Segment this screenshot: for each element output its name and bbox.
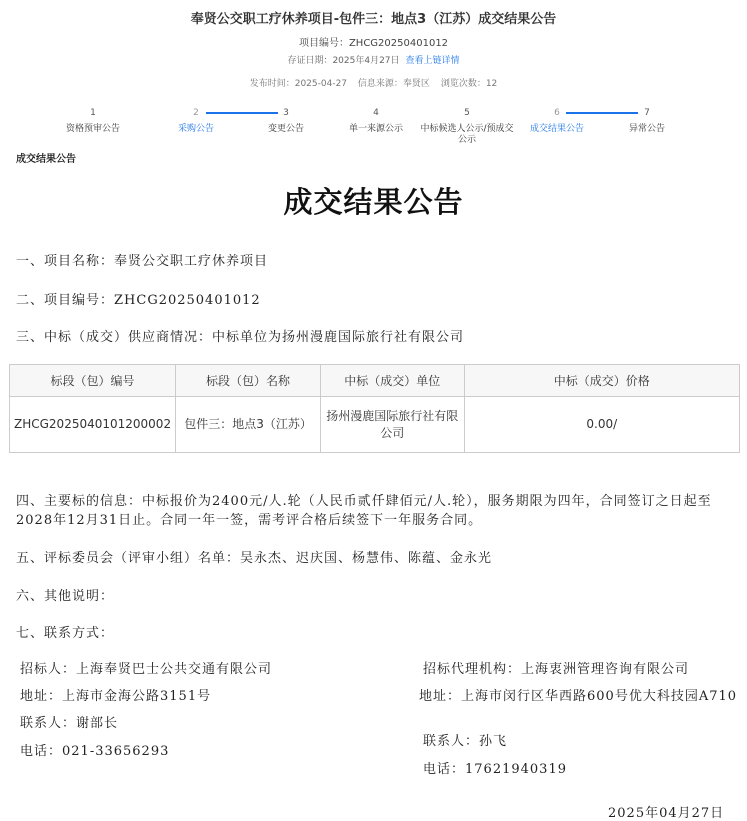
source-label: 信息来源： bbox=[357, 79, 403, 89]
step-single-source[interactable] bbox=[326, 106, 426, 135]
lot-number-cell: ZHCG2025040101200002 bbox=[10, 397, 176, 453]
step-number: 6 bbox=[554, 108, 560, 118]
lot-name-cell: 包件三：地点3（江苏） bbox=[176, 397, 321, 453]
view-chain-details-link[interactable]: 查看上链详情 bbox=[405, 56, 460, 66]
signature-date: 2025年04月27日 bbox=[608, 806, 725, 821]
step-number: 1 bbox=[90, 108, 96, 118]
step-number: 7 bbox=[644, 108, 650, 118]
step-qualification-prequalification[interactable] bbox=[43, 106, 143, 135]
winning-price-cell: 0.00/ bbox=[464, 397, 739, 453]
table-row bbox=[10, 397, 740, 453]
step-label: 变更公告 bbox=[267, 124, 304, 134]
project-number-item: 二、项目编号：ZHCG20250401012 bbox=[16, 293, 261, 308]
step-exception-announcement[interactable] bbox=[597, 106, 697, 135]
cert-date-label: 存证日期： bbox=[287, 56, 333, 66]
other-notes-item: 六、其他说明： bbox=[16, 589, 115, 604]
step-number: 3 bbox=[283, 108, 289, 118]
table-header-row bbox=[10, 365, 740, 397]
project-number-value: ZHCG20250401012 bbox=[348, 38, 449, 49]
buyer-address: 地址：上海市金海公路3151号 bbox=[20, 689, 212, 704]
step-result-announcement[interactable] bbox=[507, 106, 607, 135]
step-number: 2 bbox=[193, 108, 199, 118]
document-heading: 成交结果公告 bbox=[283, 185, 464, 219]
page-title: 奉贤公交职工疗休养项目-包件三：地点3（江苏）成交结果公告 bbox=[190, 12, 557, 27]
column-header: 标段（包）名称 bbox=[176, 365, 321, 397]
step-number: 5 bbox=[464, 108, 470, 118]
contact-info-item: 七、联系方式： bbox=[16, 626, 115, 641]
winning-supplier-item: 三、中标（成交）供应商情况：中标单位为扬州漫鹿国际旅行社有限公司 bbox=[16, 330, 465, 345]
column-header: 中标（成交）单位 bbox=[321, 365, 465, 397]
step-label: 异常公告 bbox=[628, 124, 665, 134]
result-table bbox=[9, 364, 740, 453]
main-subject-item: 四、主要标的信息：中标报价为2400元/人.轮（人民币贰仟肆佰元/人.轮），服务期限为四年，合同签订之日起至2028年12月31日止。合同一年一签，需考评合格后续签下一年服务合同。 bbox=[16, 494, 712, 528]
step-label: 单一来源公示 bbox=[348, 124, 403, 134]
agent-phone: 电话：17621940319 bbox=[423, 762, 567, 777]
section-tag: 成交结果公告 bbox=[16, 154, 76, 165]
winning-unit-cell: 扬州漫鹿国际旅行社有限公司 bbox=[321, 397, 465, 453]
buyer-name: 招标人：上海奉贤巴士公共交通有限公司 bbox=[20, 662, 273, 677]
step-change-announcement[interactable] bbox=[236, 106, 336, 135]
step-label: 中标候选人公示/预成交公示 bbox=[420, 124, 514, 145]
agent-address: 地址：上海市闵行区华西路600号优大科技园A710 bbox=[419, 689, 738, 704]
agent-name: 招标代理机构：上海衷洲管理咨询有限公司 bbox=[423, 662, 690, 677]
step-label: 采购公告 bbox=[177, 124, 214, 134]
step-label: 资格预审公告 bbox=[65, 124, 120, 134]
project-name-item: 一、项目名称：奉贤公交职工疗休养项目 bbox=[16, 254, 269, 269]
publish-time-label: 发布时间： bbox=[249, 79, 295, 89]
publish-meta bbox=[0, 76, 747, 89]
column-header: 标段（包）编号 bbox=[10, 365, 176, 397]
cert-date-value: 2025年4月27日 bbox=[332, 56, 400, 66]
evaluation-committee-item: 五、评标委员会（评审小组）名单：吴永杰、迟庆国、杨慧伟、陈蕴、金永光 bbox=[16, 551, 493, 566]
step-label: 成交结果公告 bbox=[529, 124, 584, 134]
step-number: 4 bbox=[373, 108, 379, 118]
source-value: 奉贤区 bbox=[402, 79, 430, 89]
certification-info bbox=[0, 53, 747, 66]
project-number-label: 项目编号： bbox=[298, 38, 349, 49]
column-header: 中标（成交）价格 bbox=[464, 365, 739, 397]
buyer-contact-person: 联系人：谢部长 bbox=[20, 716, 119, 731]
views-label: 浏览次数： bbox=[440, 79, 486, 89]
step-candidate-publicity[interactable] bbox=[417, 106, 517, 146]
project-number bbox=[0, 34, 747, 49]
publish-time-value: 2025-04-27 bbox=[294, 79, 348, 89]
views-value: 12 bbox=[485, 79, 498, 89]
step-procurement-announcement[interactable] bbox=[146, 106, 246, 135]
buyer-phone: 电话：021-33656293 bbox=[20, 744, 170, 759]
agent-contact-person: 联系人：孙飞 bbox=[423, 734, 508, 749]
